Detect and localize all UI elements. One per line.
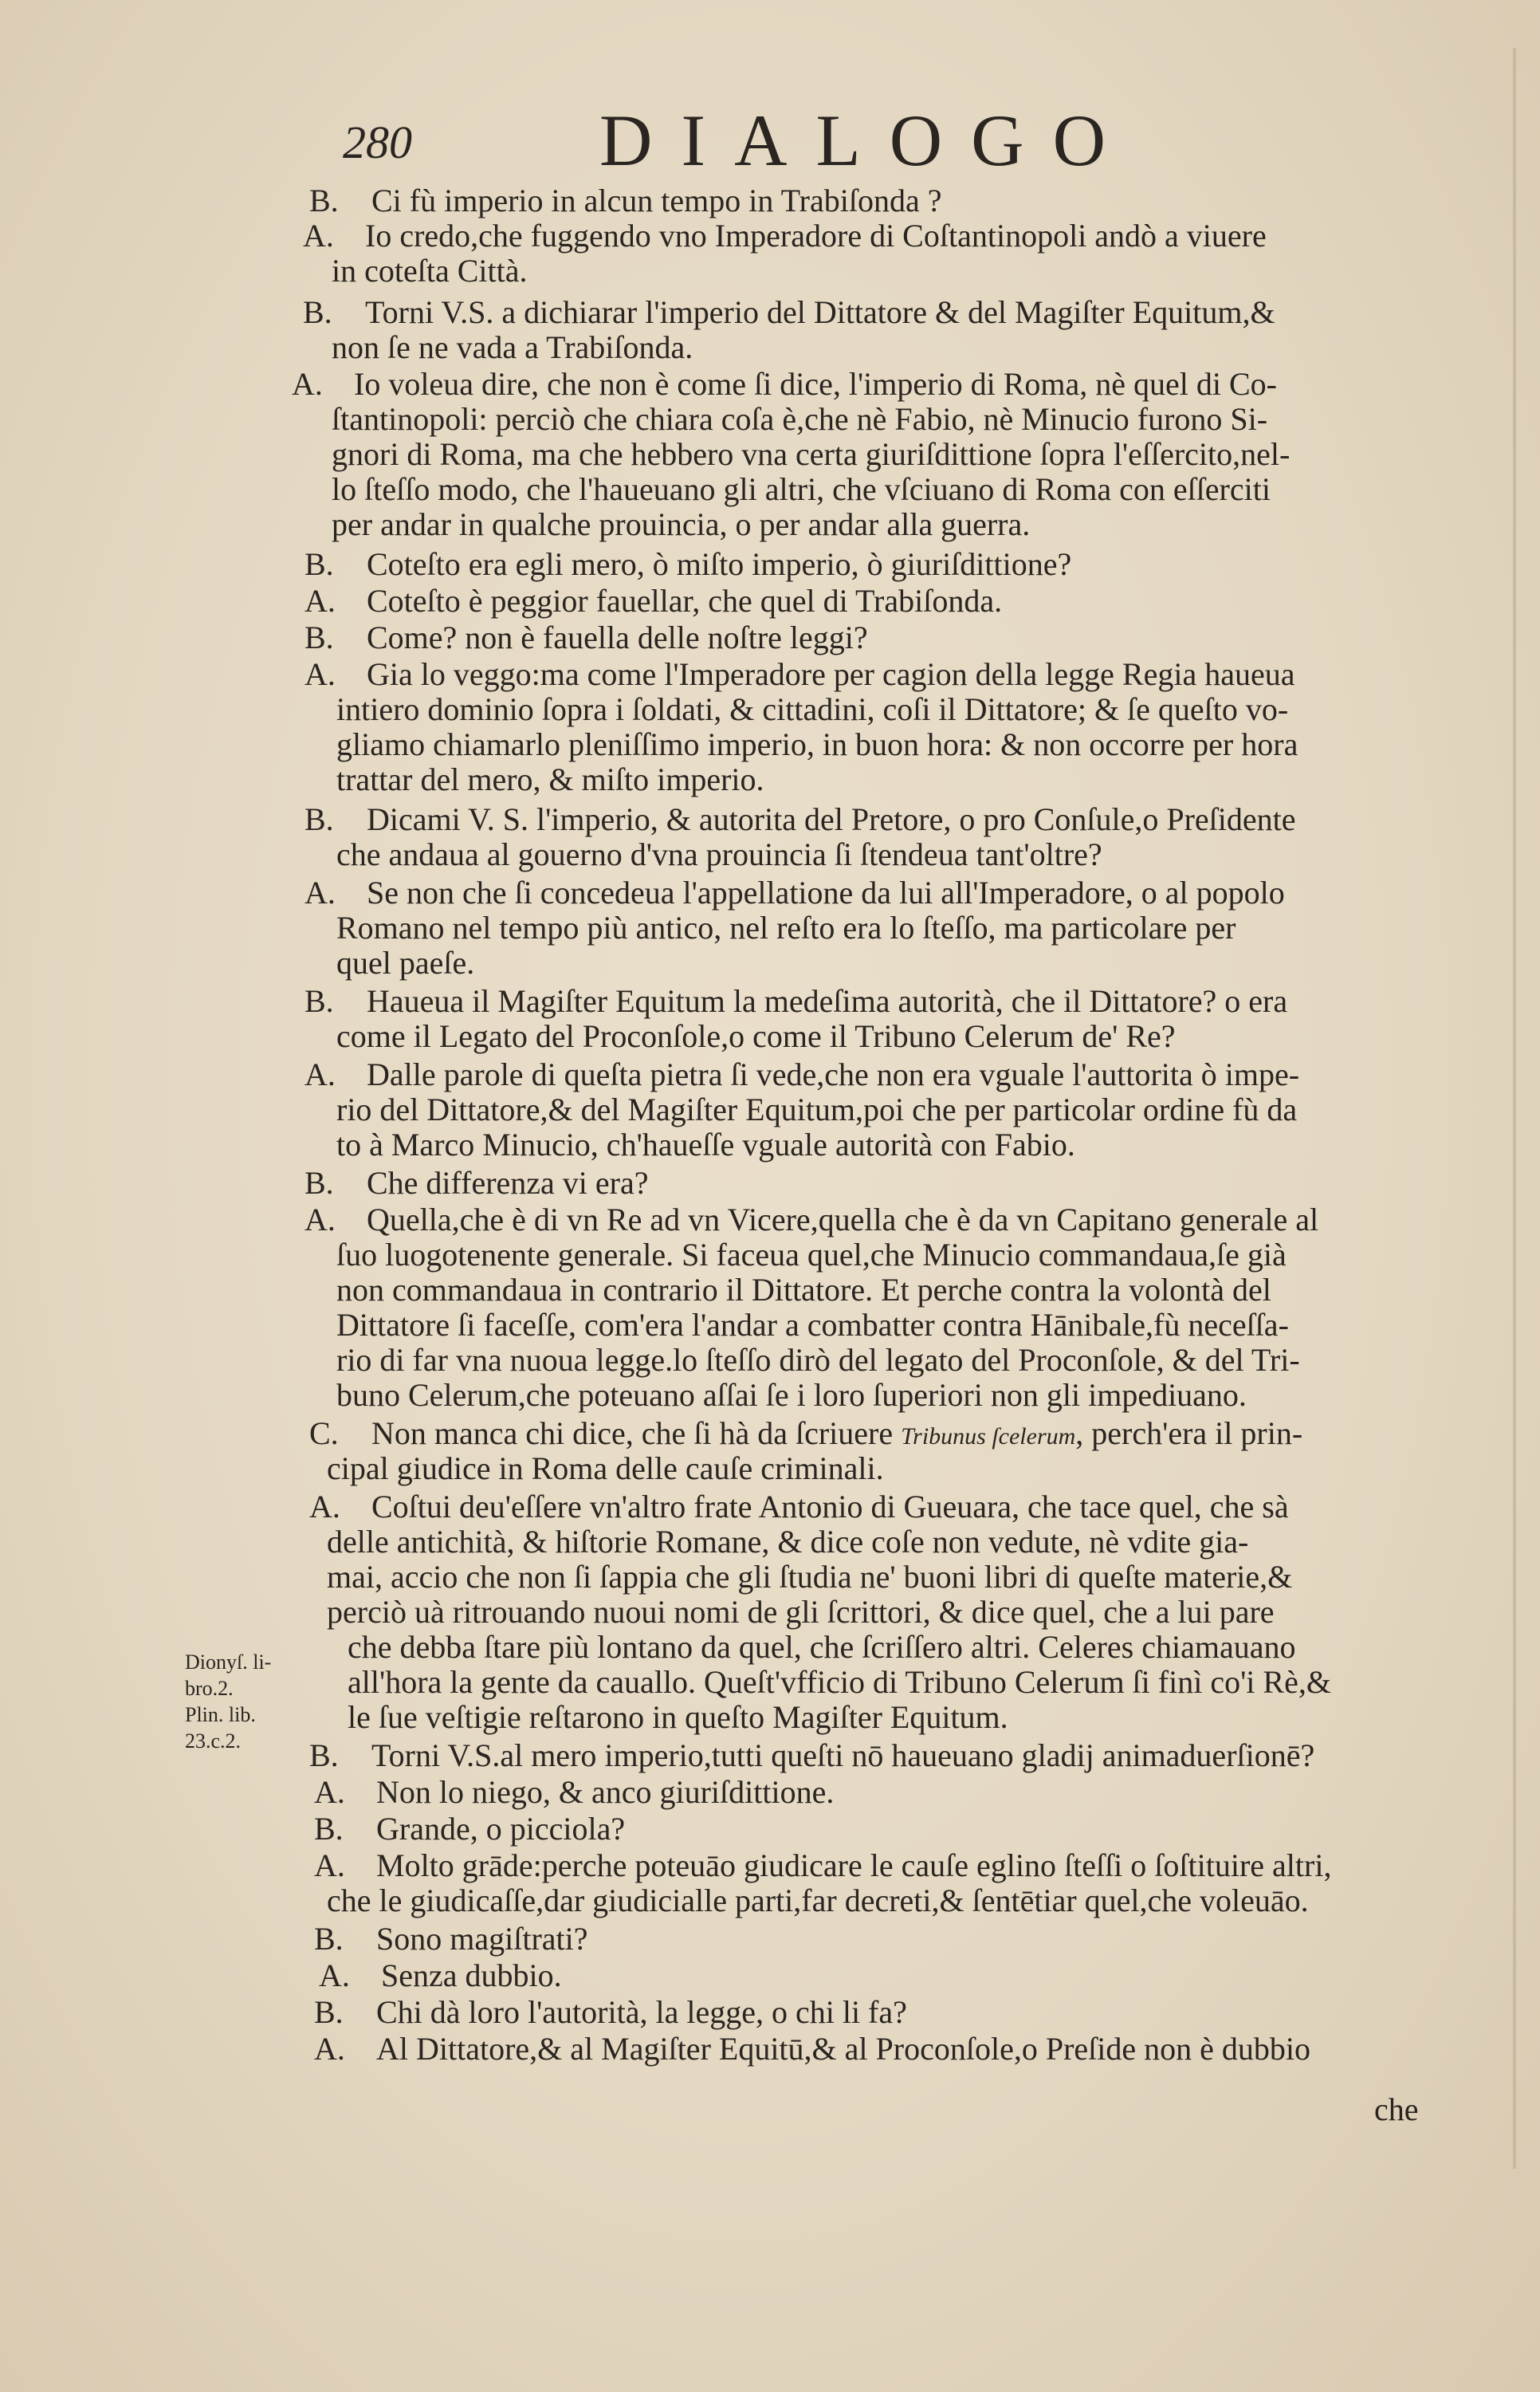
dialogue-line [327, 1883, 1309, 1918]
line-text: Ci fù imperio in alcun tempo in Trabiſonda ? [371, 183, 942, 218]
dialogue-line [336, 1092, 1297, 1127]
margin-note [185, 1649, 271, 1754]
line-text: Come? non è fauella delle noſtre leggi? [367, 620, 868, 655]
line-text: gliamo chiamarlo pleniſſimo imperio, in buon hora: & non occorre per hora [336, 726, 1298, 762]
dialogue-line [332, 254, 528, 289]
dialogue-line-speaker-start [304, 984, 1287, 1019]
dialogue-line [336, 1019, 1176, 1054]
dialogue-line [336, 837, 1102, 872]
line-text: perciò uà ritrouando nuoui nomi de gli ſcrittori, & dice quel, che a lui pare [327, 1594, 1275, 1630]
dialogue-line [332, 472, 1271, 507]
dialogue-line [327, 1451, 884, 1486]
dialogue-line-speaker-start [314, 1922, 588, 1957]
dialogue-line-speaker-start [314, 1848, 1331, 1883]
dialogue-line-speaker-start [304, 620, 868, 655]
dialogue-line-speaker-start [319, 1958, 562, 1993]
dialogue-line-speaker-start [292, 367, 1277, 402]
dialogue-line [336, 762, 764, 797]
line-text: che debba ſtare più lontano da quel, che ſcriſſero altri. Celeres chiamauano [348, 1629, 1296, 1665]
dialogue-line [336, 727, 1298, 762]
speaker-label: A. [314, 1847, 345, 1883]
line-text: che andaua al gouerno d'vna prouincia ſi ſtendeua tant'oltre? [336, 836, 1102, 872]
line-text: delle antichità, & hiſtorie Romane, & dice coſe non vedute, nè vdite gia- [327, 1524, 1249, 1560]
dialogue-line-speaker-start [303, 218, 1267, 254]
line-text: Che differenza vi era? [367, 1165, 649, 1201]
dialogue-line [336, 1127, 1075, 1163]
dialogue-line [327, 1595, 1275, 1630]
line-text: Senza dubbio. [381, 1957, 562, 1993]
dialogue-line [332, 507, 1030, 542]
speaker-label: A. [304, 1202, 336, 1237]
speaker-label: B. [309, 183, 339, 218]
dialogue-line-speaker-start [304, 1057, 1299, 1092]
line-text: rio del Dittatore,& del Magiſter Equitum,poi che per particolar ordine fù da [336, 1092, 1298, 1127]
line-text: Grande, o picciola? [376, 1811, 626, 1847]
speaker-label: C. [309, 1415, 339, 1451]
line-text: Al Dittatore,& al Magiſter Equitū,& al Proconſole,o Preſide non è dubbio [376, 2031, 1310, 2067]
speaker-label: A. [319, 1957, 350, 1993]
margin-note-line: bro.2. [185, 1677, 234, 1700]
line-text: quel paeſe. [336, 945, 475, 981]
dialogue-line [332, 437, 1290, 472]
line-text: Non lo niego, & anco giuriſdittione. [376, 1774, 835, 1810]
line-text: Molto grāde:perche poteuāo giudicare le cauſe eglino ſteſſi o ſoſtituire altri, [376, 1847, 1332, 1883]
line-text: Torni V.S.al mero imperio,tutti queſti nō haueuano gladij animaduerſionē? [371, 1737, 1315, 1773]
speaker-label: A. [314, 2031, 345, 2067]
line-text: le ſue veſtigie reſtarono in queſto Magiſter Equitum. [348, 1699, 1008, 1735]
line-text: ſtantinopoli: perciò che chiara coſa è,che nè Fabio, nè Minucio furono Si- [332, 401, 1268, 437]
dialogue-line-speaker-start [303, 295, 1275, 330]
speaker-label: B. [304, 546, 334, 582]
line-text: mai, accio che non ſi ſappia che gli ſtudia ne' buoni libri di queſte materie,& [327, 1559, 1293, 1595]
speaker-label: B. [314, 1921, 344, 1957]
line-text: trattar del mero, & miſto imperio. [336, 761, 764, 797]
dialogue-line-speaker-start [304, 1202, 1318, 1237]
dialogue-line-speaker-start [314, 2032, 1310, 2067]
speaker-label: B. [314, 1811, 344, 1847]
line-text: Coteſto era egli mero, ò miſto imperio, ò giuriſdittione? [367, 546, 1072, 582]
dialogue-line [336, 692, 1288, 727]
line-text: Haueua il Magiſter Equitum la medeſima autorità, che il Dittatore? o era [367, 983, 1288, 1019]
speaker-label: A. [303, 218, 334, 254]
speaker-label: A. [304, 583, 336, 619]
dialogue-line [348, 1700, 1008, 1735]
line-text: Coteſto è peggior fauellar, che quel di Trabiſonda. [367, 583, 1003, 619]
speaker-label: B. [304, 620, 334, 655]
margin-note-line: Plin. lib. [185, 1703, 256, 1726]
dialogue-line-speaker-start [304, 1166, 649, 1201]
margin-note-line: 23.c.2. [185, 1729, 242, 1753]
page-number: 280 [343, 116, 412, 168]
line-text: per andar in qualche prouincia, o per andar alla guerra. [332, 506, 1031, 542]
dialogue-line [336, 946, 474, 981]
line-text: Io credo,che fuggendo vno Imperadore di Coſtantinopoli andò a viuere [365, 218, 1267, 254]
dialogue-line [327, 1560, 1292, 1595]
speaker-label: B. [309, 1737, 339, 1773]
dialogue-line [327, 1525, 1248, 1560]
line-text: non ſe ne vada a Trabiſonda. [332, 329, 693, 365]
dialogue-line [336, 911, 1236, 946]
line-text: rio di far vna nuoua legge.lo ſteſſo dirò del legato del Proconſole, & del Tri- [336, 1342, 1300, 1378]
dialogue-line-speaker-start [314, 1775, 834, 1810]
line-text: lo ſteſſo modo, che l'haueuano gli altri, che vſciuano di Roma con eſſerciti [332, 471, 1271, 507]
line-text: to à Marco Minucio, ch'haueſſe vguale autorità con Fabio. [336, 1127, 1075, 1163]
speaker-label: A. [304, 1056, 336, 1092]
dialogue-line [332, 330, 693, 365]
line-text: Torni V.S. a dichiarar l'imperio del Dittatore & del Magiſter Equitum,& [365, 294, 1275, 330]
speaker-label: A. [304, 656, 336, 692]
dialogue-line [336, 1308, 1289, 1343]
dialogue-line-speaker-start [304, 584, 1002, 619]
speaker-label: A. [292, 366, 323, 402]
line-text: non commandaua in contrario il Dittatore. Et perche contra la volontà del [336, 1272, 1271, 1308]
speaker-label: B. [304, 801, 334, 837]
line-text: Coſtui deu'eſſere vn'altro frate Antonio di Gueuara, che tace quel, che sà [371, 1489, 1289, 1525]
dialogue-line-speaker-start [304, 657, 1295, 692]
line-text: Chi dà loro l'autorità, la legge, o chi li fa? [376, 1994, 907, 2030]
dialogue-line-speaker-start [304, 875, 1285, 911]
page-edge [1513, 48, 1516, 2169]
line-text: Se non che ſi concedeua l'appellatione da lui all'Imperadore, o al popolo [367, 875, 1285, 911]
dialogue-line [348, 1630, 1296, 1665]
line-text: Quella,che è di vn Re ad vn Vicere,quella che è da vn Capitano generale al [367, 1202, 1319, 1237]
dialogue-line [332, 402, 1267, 437]
line-text: come il Legato del Proconſole,o come il Tribuno Celerum de' Re? [336, 1018, 1176, 1054]
dialogue-line [336, 1378, 1247, 1413]
dialogue-line [336, 1343, 1300, 1378]
italic-term: Tribunus ſcelerum [901, 1423, 1076, 1450]
line-text: buno Celerum,che poteuano aſſai ſe i loro ſuperiori non gli impediuano. [336, 1377, 1247, 1413]
speaker-label: B. [314, 1994, 344, 2030]
running-head: DIALOGO [599, 100, 1135, 181]
line-text: Dittatore ſi faceſſe, com'era l'andar a combatter contra Hānibale,fù neceſſa- [336, 1307, 1289, 1343]
line-text: Io voleua dire, che non è come ſi dice, l'imperio di Roma, nè quel di Co- [354, 366, 1277, 402]
line-text: Romano nel tempo più antico, nel reſto era lo ſteſſo, ma particolare per [336, 910, 1236, 946]
speaker-label: B. [303, 294, 332, 330]
line-text: in coteſta Città. [332, 253, 528, 289]
dialogue-line-speaker-start [309, 183, 941, 218]
dialogue-line-speaker-start [314, 1995, 907, 2030]
speaker-label: B. [304, 1165, 334, 1201]
dialogue-line [336, 1273, 1271, 1308]
speaker-label: A. [304, 875, 336, 911]
margin-note-line: Dionyſ. li- [185, 1650, 272, 1674]
dialogue-line-speaker-start [304, 547, 1071, 582]
line-text: Dicami V. S. l'imperio, & autorita del Pretore, o pro Conſule,o Preſidente [367, 801, 1296, 837]
dialogue-line-speaker-start [309, 1416, 1302, 1454]
line-text: Gia lo veggo:ma come l'Imperadore per cagion della legge Regia haueua [367, 656, 1295, 692]
catchword: che [1374, 2091, 1419, 2127]
line-text: all'hora la gente da cauallo. Queſt'vfficio di Tribuno Celerum ſi finì co'i Rè,& [348, 1664, 1331, 1700]
dialogue-line [336, 1237, 1287, 1273]
speaker-label: A. [314, 1774, 345, 1810]
line-text: ſuo luogotenente generale. Si faceua quel,che Minucio commandaua,ſe già [336, 1237, 1287, 1273]
dialogue-line-speaker-start [314, 1812, 625, 1847]
dialogue-line-speaker-start [309, 1489, 1289, 1525]
speaker-label: B. [304, 983, 334, 1019]
dialogue-line [348, 1665, 1331, 1700]
dialogue-line-speaker-start [304, 802, 1296, 837]
line-text: Non manca chi dice, che ſi hà da ſcriuere [371, 1415, 894, 1451]
line-text: Dalle parole di queſta pietra ſi vede,che non era vguale l'auttorita ò impe- [367, 1056, 1300, 1092]
line-text-continued: , perch'era il prin- [1075, 1415, 1303, 1451]
line-text: Sono magiſtrati? [376, 1921, 588, 1957]
line-text: che le giudicaſſe,dar giudicialle parti,far decreti,& ſentētiar quel,che voleuāo. [327, 1883, 1309, 1918]
line-text: gnori di Roma, ma che hebbero vna certa giuriſdittione ſopra l'eſſercito,nel- [332, 436, 1291, 472]
speaker-label: A. [309, 1489, 340, 1525]
dialogue-line-speaker-start [309, 1738, 1314, 1773]
line-text: cipal giudice in Roma delle cauſe criminali. [327, 1450, 884, 1486]
line-text: intiero dominio ſopra i ſoldati, & cittadini, coſi il Dittatore; & ſe queſto vo- [336, 691, 1289, 727]
